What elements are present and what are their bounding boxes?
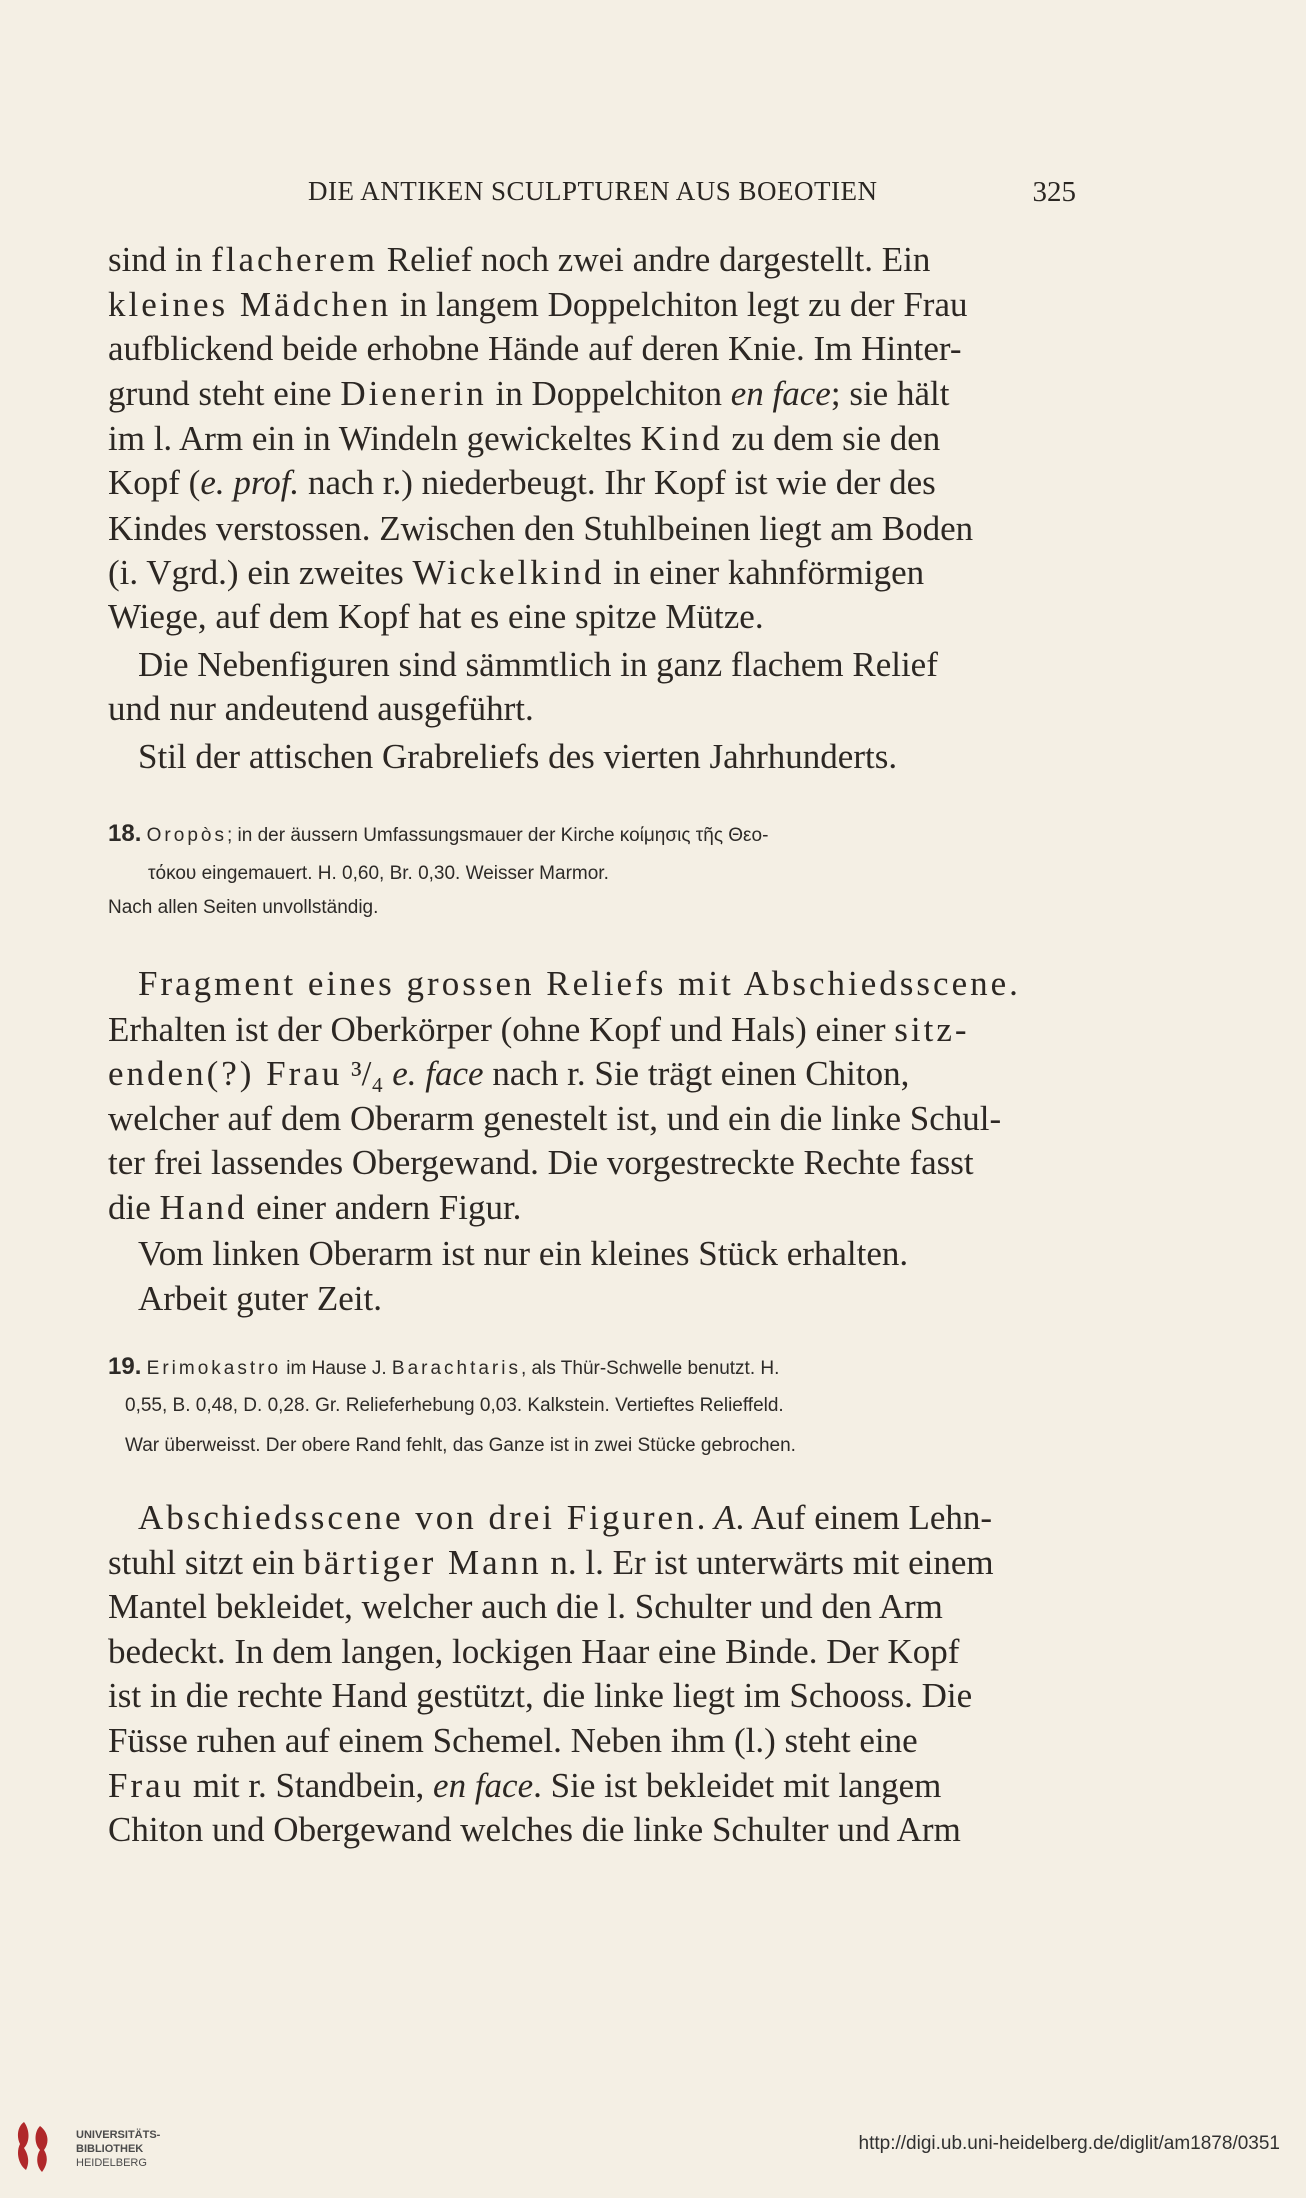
catalog-number: 19. bbox=[108, 1353, 142, 1380]
text-line bbox=[108, 417, 940, 461]
text-line bbox=[108, 1186, 521, 1230]
text-run: A bbox=[714, 1498, 736, 1537]
text-run: nach r.) niederbeugt. Ihr Kopf ist wie der des bbox=[299, 463, 936, 502]
text-line bbox=[108, 507, 973, 551]
text-line bbox=[108, 283, 968, 327]
running-title: DIE ANTIKEN SCULPTUREN AUS BOEOTIEN bbox=[308, 176, 878, 206]
catalog-entry-line bbox=[125, 1432, 796, 1460]
text-line bbox=[108, 1008, 970, 1052]
text-line bbox=[108, 1719, 918, 1763]
text-run: Die Nebenfiguren sind sämmtlich in ganz flachem Relief bbox=[138, 645, 938, 684]
catalog-entry-line bbox=[108, 894, 378, 922]
text-run: Oropòs bbox=[146, 825, 227, 846]
text-run: e. face bbox=[392, 1054, 484, 1093]
text-run: im Hause J. bbox=[281, 1358, 392, 1379]
text-run: . bbox=[1009, 964, 1018, 1003]
text-line bbox=[108, 551, 924, 595]
text-line bbox=[138, 1277, 382, 1321]
text-run: sitz- bbox=[894, 1010, 970, 1049]
text-line bbox=[108, 595, 764, 639]
text-run: bärtiger Mann bbox=[303, 1543, 542, 1582]
text-run: stuhl sitzt ein bbox=[108, 1543, 304, 1582]
text-run: τόκου eingemauert. H. 0,60, Br. 0,30. Weisser Marmor. bbox=[148, 863, 609, 884]
text-line bbox=[108, 1141, 974, 1185]
text-line bbox=[108, 1674, 972, 1718]
text-run: in einer kahnförmigen bbox=[604, 553, 925, 592]
text-run: ³/₄ bbox=[342, 1054, 393, 1093]
text-run: die bbox=[108, 1188, 160, 1227]
text-line bbox=[138, 643, 938, 687]
institution-line: BIBLIOTHEK bbox=[76, 2143, 144, 2155]
institution-line: UNIVERSITÄTS- bbox=[76, 2129, 161, 2141]
text-run: sind in bbox=[108, 240, 212, 279]
text-run: Frau bbox=[108, 1766, 185, 1805]
text-run: . bbox=[696, 1498, 715, 1537]
text-line bbox=[108, 1541, 994, 1585]
text-line bbox=[138, 1496, 992, 1540]
text-run: en face bbox=[730, 374, 831, 413]
text-run: in Doppelchiton bbox=[486, 374, 731, 413]
text-run: Barachtaris bbox=[391, 1358, 521, 1379]
text-run: Füsse ruhen auf einem Schemel. Neben ihm (l.) steht eine bbox=[108, 1721, 918, 1760]
text-line bbox=[108, 238, 930, 282]
text-run: n. l. Er ist unterwärts mit einem bbox=[541, 1543, 994, 1582]
text-run: 0,55, B. 0,48, D. 0,28. Gr. Relieferhebung 0,03. Kalkstein. Vertieftes Relieffeld. bbox=[125, 1395, 784, 1416]
text-run: kleines Mädchen bbox=[108, 285, 392, 324]
text-run: War überweisst. Der obere Rand fehlt, das Ganze ist in zwei Stücke gebrochen. bbox=[125, 1435, 796, 1456]
text-run: e. prof. bbox=[200, 463, 300, 502]
text-line bbox=[108, 1630, 959, 1674]
text-run: Relief noch zwei andre dargestellt. Ein bbox=[377, 240, 931, 279]
text-line bbox=[108, 1764, 941, 1808]
text-run: Chiton und Obergewand welches die linke Schulter und Arm bbox=[108, 1810, 961, 1849]
text-run: grund steht eine bbox=[108, 374, 341, 413]
page-number: 325 bbox=[1032, 176, 1076, 208]
catalog-entry-line bbox=[108, 1353, 779, 1381]
institution-line: HEIDELBERG bbox=[76, 2157, 147, 2169]
text-run: ist in die rechte Hand gestützt, die linke liegt im Schooss. Die bbox=[108, 1676, 973, 1715]
text-run: Arbeit guter Zeit. bbox=[138, 1279, 382, 1318]
running-head bbox=[108, 176, 1076, 216]
university-library-logo-icon bbox=[14, 2118, 54, 2174]
text-run: einer andern Figur. bbox=[247, 1188, 522, 1227]
source-url-link[interactable]: http://digi.ub.uni-heidelberg.de/diglit/am1878/0351 bbox=[858, 2133, 1280, 2154]
text-line bbox=[108, 327, 962, 371]
text-run: ter frei lassendes Obergewand. Die vorgestreckte Rechte fasst bbox=[108, 1143, 974, 1182]
text-run: (i. Vgrd.) ein zweites bbox=[108, 553, 413, 592]
text-run: Vom linken Oberarm ist nur ein kleines Stück erhalten. bbox=[138, 1234, 909, 1273]
text-run: Kind bbox=[640, 419, 723, 458]
text-run: Dienerin bbox=[340, 374, 487, 413]
text-run: ; sie hält bbox=[830, 374, 950, 413]
text-line bbox=[138, 962, 1018, 1006]
text-run: flacherem bbox=[211, 240, 378, 279]
text-line bbox=[108, 1585, 943, 1629]
text-run: ; in der äussern Umfassungsmauer der Kirche κοίμησις τῆς Θεο- bbox=[226, 825, 769, 846]
text-run: Abschiedsscene von drei Figuren bbox=[138, 1498, 697, 1537]
text-run: , als Thür-Schwelle benutzt. H. bbox=[521, 1358, 780, 1379]
text-run: Kindes verstossen. Zwischen den Stuhlbeinen liegt am Boden bbox=[108, 509, 974, 548]
text-run: nach r. Sie trägt einen Chiton, bbox=[483, 1054, 910, 1093]
text-run: Wiege, auf dem Kopf hat es eine spitze Mütze. bbox=[108, 597, 764, 636]
text-run: Kopf ( bbox=[108, 463, 201, 502]
text-run: zu dem sie den bbox=[722, 419, 941, 458]
text-run: Fragment eines grossen Reliefs mit Abschiedsscene bbox=[138, 964, 1010, 1003]
catalog-entry-line bbox=[108, 820, 768, 848]
text-run: im l. Arm ein in Windeln gewickeltes bbox=[108, 419, 641, 458]
text-run: enden(?) Frau bbox=[108, 1054, 343, 1093]
text-run: mit r. Standbein, bbox=[184, 1766, 434, 1805]
catalog-entry-line bbox=[148, 860, 609, 888]
text-run: Erhalten ist der Oberkörper (ohne Kopf und Hals) einer bbox=[108, 1010, 895, 1049]
text-line bbox=[108, 1097, 1001, 1141]
text-line bbox=[108, 461, 936, 505]
text-line bbox=[108, 372, 949, 416]
text-line bbox=[138, 1232, 908, 1276]
text-line bbox=[138, 735, 897, 779]
text-run: in langem Doppelchiton legt zu der Frau bbox=[391, 285, 968, 324]
text-run: . Auf einem Lehn- bbox=[735, 1498, 993, 1537]
text-line bbox=[108, 687, 534, 731]
text-run: und nur andeutend ausgeführt. bbox=[108, 689, 534, 728]
text-run: en face bbox=[433, 1766, 534, 1805]
text-run: Nach allen Seiten unvollständig. bbox=[108, 897, 379, 918]
text-run: Stil der attischen Grabreliefs des vierten Jahrhunderts. bbox=[138, 737, 898, 776]
catalog-entry-line bbox=[125, 1392, 784, 1420]
text-run: Mantel bekleidet, welcher auch die l. Schulter und den Arm bbox=[108, 1587, 943, 1626]
text-run: welcher auf dem Oberarm genestelt ist, und ein die linke Schul- bbox=[108, 1099, 1002, 1138]
text-run: bedeckt. In dem langen, lockigen Haar eine Binde. Der Kopf bbox=[108, 1632, 960, 1671]
catalog-number: 18. bbox=[108, 820, 142, 847]
text-run: . Sie ist bekleidet mit langem bbox=[533, 1766, 942, 1805]
footer-institution bbox=[76, 2128, 196, 2170]
text-run: Hand bbox=[159, 1188, 248, 1227]
text-run: aufblickend beide erhobne Hände auf deren Knie. Im Hinter- bbox=[108, 329, 962, 368]
text-run: Wickelkind bbox=[412, 553, 605, 592]
text-line bbox=[108, 1052, 909, 1096]
text-run: Erimokastro bbox=[146, 1358, 282, 1379]
text-line bbox=[108, 1808, 961, 1852]
